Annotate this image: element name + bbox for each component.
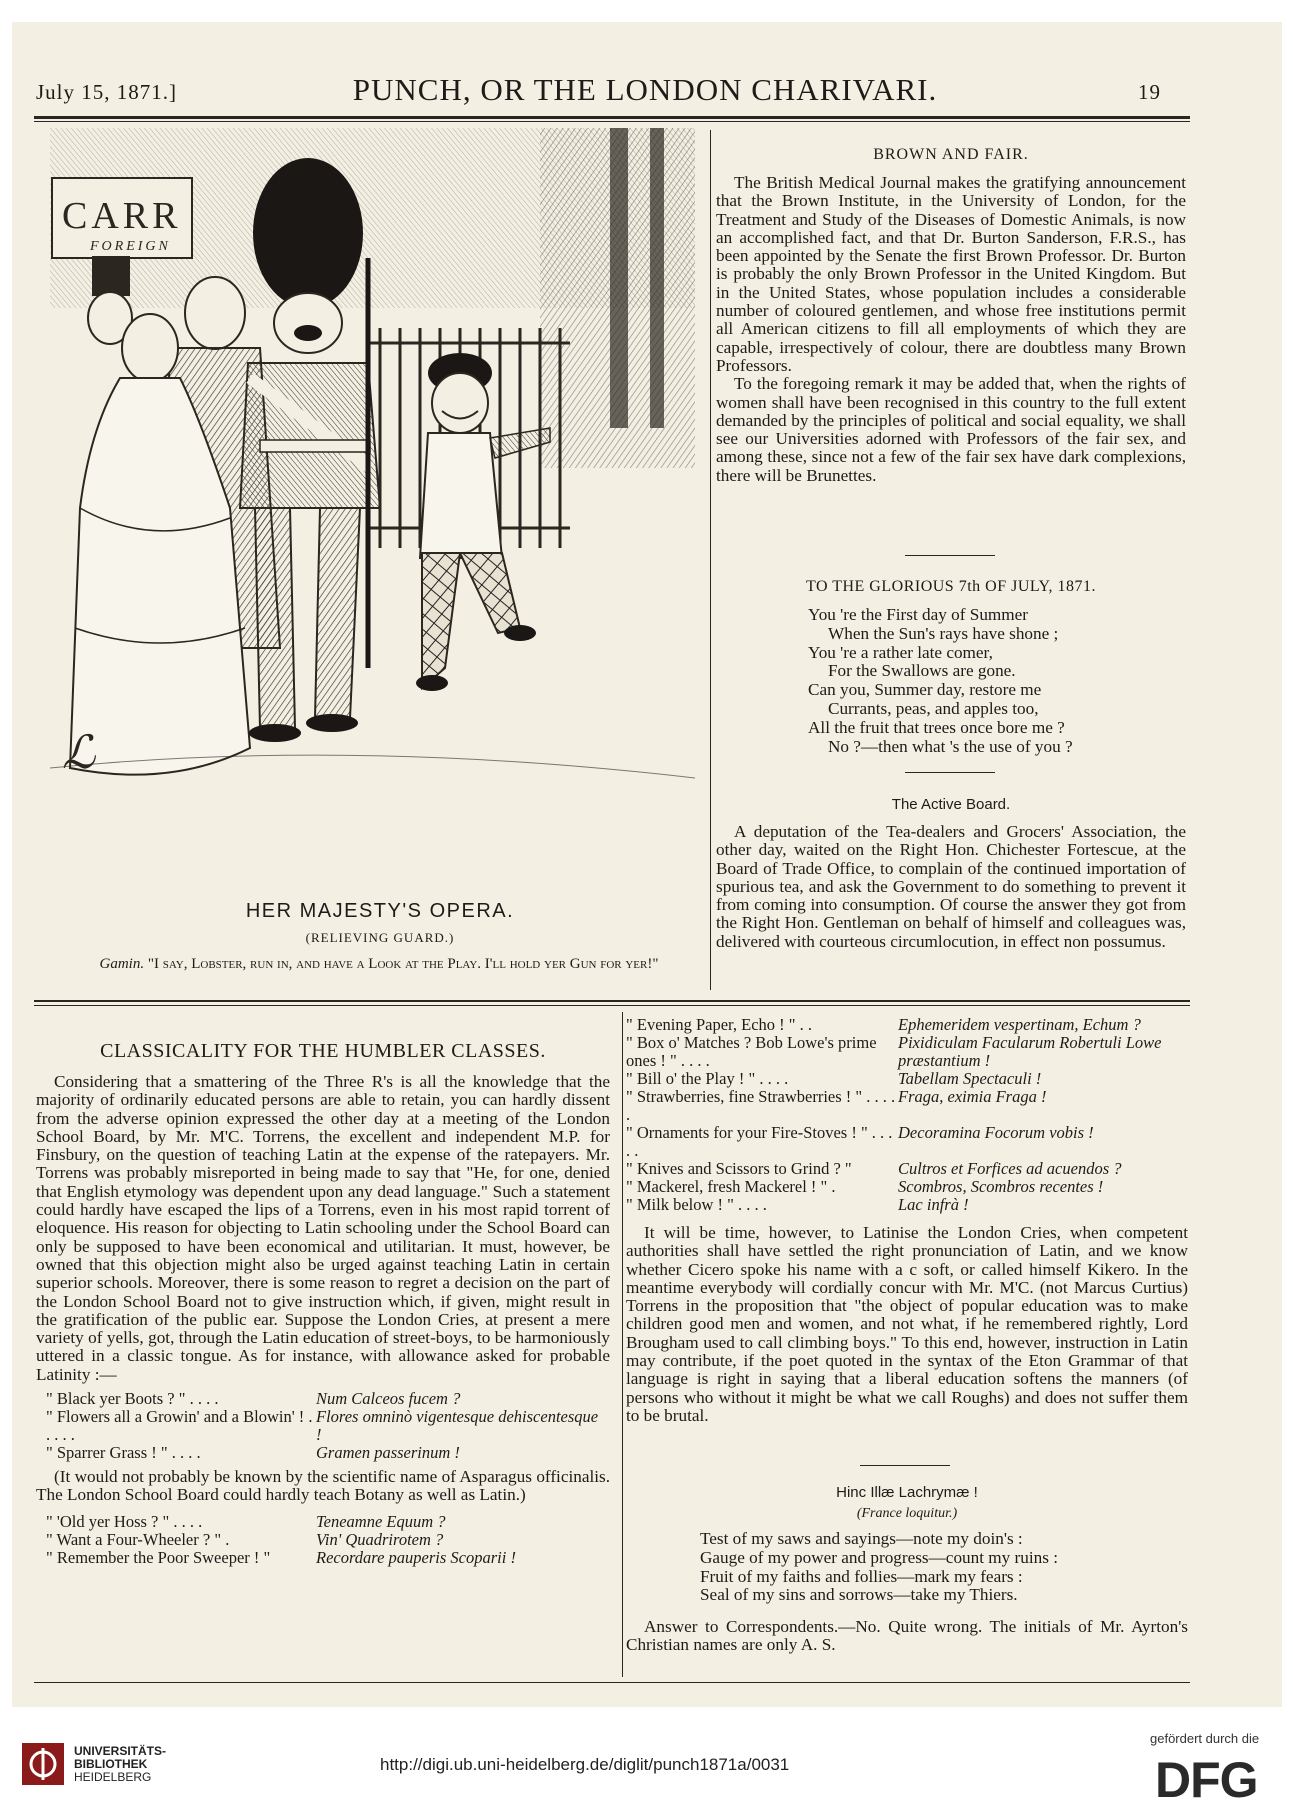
latin-translation: Gramen passerinum ! <box>316 1443 460 1463</box>
latin-cry-row <box>626 1034 1184 1070</box>
article-cries-continued <box>626 1016 1188 1425</box>
article-paragraph: A deputation of the Tea-dealers and Grocers' Association, the other day, waited on the Right Hon. Chichester Fortescue, at the Board of Trade Office, to complain of the continued importation of spurious tea, and ask the Government to do something to prevent it from coming into consumption. Of course the answer they got from the Right Hon. Gentleman on behalf of himself and colleagues was, delivered with courteous circumlocution, in effect non possumus. <box>716 822 1186 951</box>
english-cry: " 'Old yer Hoss ? " . . . . <box>46 1511 203 1531</box>
latin-translation: Tabellam Spectaculi ! <box>898 1069 1042 1088</box>
poem-title: TO THE GLORIOUS 7th OF JULY, 1871. <box>805 578 1097 595</box>
english-cry: " Strawberries, fine Strawberries ! " . . . . . <box>626 1087 896 1124</box>
poem-line: Can you, Summer day, restore me <box>808 680 1042 700</box>
latin-cry-row <box>46 1390 606 1408</box>
latin-cry-row <box>626 1178 1184 1196</box>
latin-cries-table <box>46 1513 606 1567</box>
section-divider <box>860 1465 950 1466</box>
poem-title: Hinc Illæ Lachrymæ ! <box>836 1484 978 1501</box>
latin-cry-row <box>46 1513 606 1531</box>
poem-line: Gauge of my power and progress—count my ruins : <box>700 1547 1059 1567</box>
poem-hinc-illae <box>626 1484 1188 1605</box>
article-title: BROWN AND FAIR. <box>873 146 1029 163</box>
answer-text: Answer to Correspondents.—No. Quite wrong. The initials of Mr. Ayrton's Christian names are only A. S. <box>626 1617 1188 1655</box>
header-date: July 15, 1871.] <box>36 80 177 104</box>
article-title: CLASSICALITY FOR THE HUMBLER CLASSES. <box>100 1040 546 1062</box>
sign-subtext: FOREIGN <box>90 239 171 254</box>
latin-translation: Recordare pauperis Scoparii ! <box>316 1547 516 1567</box>
cartoon-subtitle: (RELIEVING GUARD.) <box>305 930 455 945</box>
article-paragraph: The British Medical Journal makes the gratifying announcement that the Brown Institute, in the University of London, for the Treatment and Study of the Diseases of Domestic Animals, is now an accomplished fact, and that Dr. Burton Sanderson, F.R.S., has been appointed by the Senate the first Brown Professor. Dr. Burton is probably the only Brown Professor in the United Kingdom. But in the United States, whose population includes a considerable number of coloured gentlemen, and whose free institutions permit all American citizens to fill all employments of which they are capable, irrespectively of colour, there are doubtless many Brown Professors. <box>716 173 1186 375</box>
latin-cry-row <box>46 1444 606 1462</box>
latin-translation: Lac infrà ! <box>898 1195 969 1214</box>
article-paragraph: It will be time, however, to Latinise the London Cries, when competent authorities shall have settled the right pronunciation of Latin, and we know whether Cicero spoke his name with a c soft, or called himself Kikero. In the meantime everybody will cordially concur with Mr. M'C. (not Marcus Curtius) Torrens in the proposition that "the object of popular education was to make children good men and women, and not what, if he remembered rightly, Lord Brougham used to call climbing boys." To this end, however, instruction in Latin may contribute, if the poet quoted in the syntax of the Eton Grammar of that language is right in saying that a liberal education softens the manners (of persons who without it might be what we call Roughs) and does not suffer them to be brutal. <box>626 1223 1188 1425</box>
latin-translation: Scombros, Scombros recentes ! <box>898 1177 1104 1196</box>
latin-cry-row <box>626 1016 1184 1034</box>
library-logo-icon <box>22 1743 64 1785</box>
cartoon-speaker: Gamin. <box>99 956 145 972</box>
poem-line: For the Swallows are gone. <box>828 661 1016 681</box>
english-cry: " Knives and Scissors to Grind ? " <box>626 1159 852 1178</box>
english-cry: " Black yer Boots ? " . . . . <box>46 1389 219 1409</box>
answer-to-correspondents <box>626 1618 1188 1655</box>
latin-cry-row <box>46 1408 606 1444</box>
poem-line: You 're the First day of Summer <box>808 605 1029 624</box>
poem-line: Currants, peas, and apples too, <box>828 698 1039 718</box>
source-url-link[interactable]: http://digi.ub.uni-heidelberg.de/diglit/punch1871a/0031 <box>380 1755 790 1774</box>
poem-line: When the Sun's rays have shone ; <box>828 623 1059 643</box>
poem-line: No ?—then what 's the use of you ? <box>828 736 1073 756</box>
latin-cries-table <box>46 1390 606 1462</box>
article-active-board <box>716 796 1186 951</box>
cartoon-title: HER MAJESTY'S OPERA. <box>245 900 515 922</box>
sign-text: CARR <box>62 195 182 237</box>
latin-translation: Fraga, eximia Fraga ! <box>898 1087 1047 1106</box>
latin-translation: Num Calceos fucem ? <box>316 1389 461 1409</box>
article-brown-and-fair <box>716 146 1186 485</box>
article-title: The Active Board. <box>891 796 1011 813</box>
poem-line: Test of my saws and sayings—note my doin's : <box>700 1529 1023 1548</box>
latin-translation: Decoramina Focorum vobis ! <box>898 1123 1094 1142</box>
bottom-rule <box>34 1682 1190 1683</box>
english-cry: " Mackerel, fresh Mackerel ! " . <box>626 1177 836 1196</box>
latin-cry-row <box>626 1088 1184 1124</box>
header-rule <box>34 116 1190 119</box>
header-page-number: 19 <box>1138 80 1161 104</box>
section-divider <box>905 555 995 556</box>
article-paragraph: To the foregoing remark it may be added that, when the rights of women shall have been recognised in this country to the full extent demanded by the principles of political and social equality, we shall see our Universities adorned with Professors of the fair sex, and among these, since not a few of the fair sex have dark complexions, there will be Brunettes. <box>716 374 1186 485</box>
article-paragraph: (It would not probably be known by the scientific name of Asparagus officinalis. The London School Board could hardly teach Botany as well as Latin.) <box>36 1467 610 1505</box>
library-name-line: BIBLIOTHEK <box>74 1757 148 1771</box>
poem-line: All the fruit that trees once bore me ? <box>808 717 1065 737</box>
latin-cry-row <box>626 1160 1184 1178</box>
header-title: PUNCH, OR THE LONDON CHARIVARI. <box>352 72 938 107</box>
artist-monogram: ℒ <box>62 727 96 778</box>
column-rule-bottom <box>622 1012 623 1677</box>
english-cry: " Milk below ! " . . . . <box>626 1195 767 1214</box>
latin-cry-row <box>626 1070 1184 1088</box>
english-cry: " Evening Paper, Echo ! " . . <box>626 1015 813 1034</box>
header-rule-thin <box>34 121 1190 122</box>
section-divider <box>905 772 995 773</box>
library-name-line: UNIVERSITÄTS- <box>74 1744 167 1758</box>
english-cry: " Want a Four-Wheeler ? " . <box>46 1529 230 1549</box>
english-cry: " Remember the Poor Sweeper ! " <box>46 1547 271 1567</box>
latin-translation: Pixidiculam Facularum Robertuli Lowe præstantium ! <box>898 1033 1162 1070</box>
latin-cry-row <box>626 1196 1184 1214</box>
digitization-footer <box>0 1707 1293 1816</box>
latin-translation: Cultros et Forfices ad acuendos ? <box>898 1159 1122 1178</box>
latin-translation: Flores omninò vigentesque dehiscentesque ! <box>316 1407 599 1445</box>
library-name <box>74 1745 166 1784</box>
latin-cries-table <box>626 1016 1184 1214</box>
latin-translation: Vin' Quadrirotem ? <box>316 1529 444 1549</box>
cartoon-drawing <box>50 128 695 890</box>
poem-subtitle: (France loquitur.) <box>856 1506 958 1521</box>
latin-cry-row <box>626 1124 1184 1160</box>
english-cry: " Bill o' the Play ! " . . . . <box>626 1069 789 1088</box>
english-cry: " Sparrer Grass ! " . . . . <box>46 1443 201 1463</box>
english-cry: " Ornaments for your Fire-Stoves ! " . . . . . <box>626 1123 893 1160</box>
latin-cry-row <box>46 1549 606 1567</box>
poem-line: Seal of my sins and sorrows—take my Thiers. <box>700 1585 1018 1605</box>
cartoon-caption <box>54 954 704 974</box>
cartoon-caption-text: "I say, Lobster, run in, and have a Look at the Play. I'll hold yer Gun for yer!" <box>147 956 659 972</box>
latin-cry-row <box>46 1531 606 1549</box>
dfg-logo: DFG <box>1155 1752 1258 1808</box>
poem-line: Fruit of my faiths and follies—mark my fears : <box>700 1566 1023 1586</box>
funding-note: gefördert durch die <box>1150 1731 1260 1746</box>
column-rule-top <box>710 130 711 990</box>
mid-rule-thin <box>34 1005 1190 1006</box>
english-cry: " Flowers all a Growin' and a Blowin' ! . . . . . <box>46 1407 313 1445</box>
english-cry: " Box o' Matches ? Bob Lowe's prime ones ! " . . . . <box>626 1033 877 1070</box>
cartoon-illustration <box>50 128 695 890</box>
latin-translation: Teneamne Equum ? <box>316 1511 446 1531</box>
article-paragraph: Considering that a smattering of the Three R's is all the knowledge that the majority of ordinarily educated persons are able to retain, you can hardly dissent from the adverse opinion expressed the other day at a meeting of the London School Board, by Mr. M'C. Torrens, the excellent and independent M.P. for Finsbury, on the question of teaching Latin at the expense of the ratepayers. Mr. Torrens was probably misreported in being made to say that "He, for one, denied that English etymology was dependent upon any dead language." Such a statement could hardly have escaped the lips of a Torrens, even in his most rapid torrent of eloquence. His reason for objecting to Latin schooling under the School Board can only be supposed to have been economical and utilitarian. It must, however, be owned that this objection might also be urged against teaching Latin in certain superior schools. Moreover, there is some reason to regret a decision on the part of the London School Board not to give instruction which, if given, might result in the gratification of the public ear. Suppose the London Cries, at present a mere variety of yells, got, through the Latin education of street-boys, to be harmoniously uttered in a classic tongue. As for instance, with allowance asked for probable Latinity :— <box>36 1072 610 1384</box>
latin-translation: Ephemeridem vespertinam, Echum ? <box>898 1015 1141 1034</box>
article-classicality <box>36 1040 610 1567</box>
library-name-line: HEIDELBERG <box>74 1770 152 1784</box>
mid-rule <box>34 1000 1190 1002</box>
poem-line: You 're a rather late comer, <box>808 642 993 662</box>
poem-glorious-seventh <box>716 578 1186 756</box>
